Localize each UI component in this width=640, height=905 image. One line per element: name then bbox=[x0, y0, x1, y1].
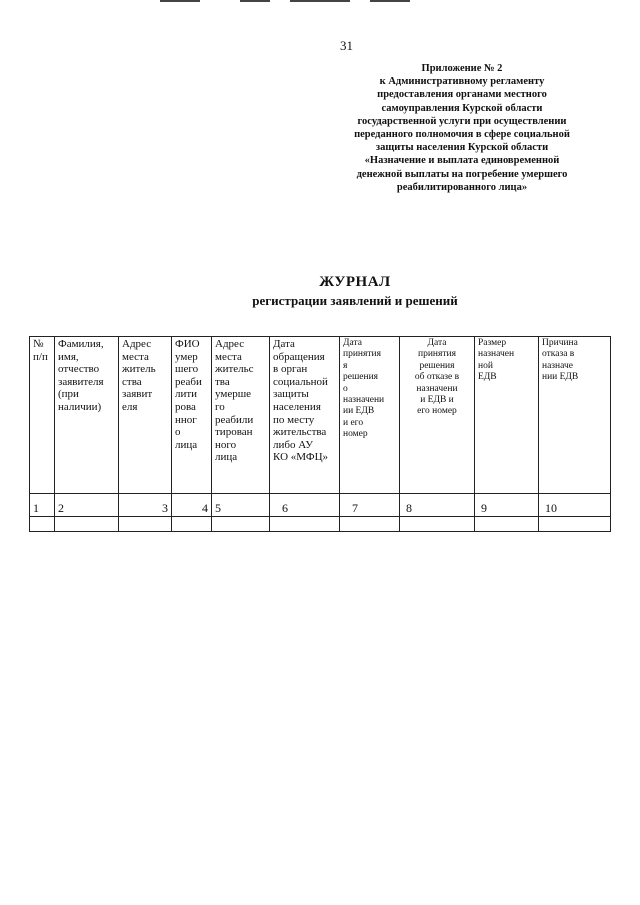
table-header-row bbox=[30, 337, 611, 494]
empty-cell bbox=[270, 517, 340, 532]
column-number-cell: 10 bbox=[539, 494, 611, 517]
journal-subtitle: регистрации заявлений и решений bbox=[252, 293, 458, 308]
scan-top-marks bbox=[140, 0, 440, 3]
empty-cell bbox=[400, 517, 475, 532]
empty-cell bbox=[340, 517, 400, 532]
empty-cell bbox=[30, 517, 55, 532]
journal-heading bbox=[0, 274, 640, 309]
column-number-cell: 6 bbox=[270, 494, 340, 517]
column-number-cell: 4 bbox=[172, 494, 212, 517]
appendix-header bbox=[320, 62, 604, 194]
column-number-cell: 7 bbox=[340, 494, 400, 517]
column-number-cell: 2 bbox=[55, 494, 119, 517]
empty-cell bbox=[172, 517, 212, 532]
appendix-line: защиты населения Курской области bbox=[375, 142, 549, 154]
journal-title: ЖУРНАЛ bbox=[319, 274, 391, 290]
header-cell-refusal-decision-date: Дата принятия решения об отказе в назначени и ЕДВ и его номер bbox=[400, 337, 475, 494]
empty-cell bbox=[475, 517, 539, 532]
appendix-line: предоставления органами местного bbox=[377, 89, 547, 101]
appendix-line: переданного полномочия в сфере социальной bbox=[354, 129, 570, 141]
column-number-cell: 1 bbox=[30, 494, 55, 517]
column-number-cell: 8 bbox=[400, 494, 475, 517]
empty-cell bbox=[55, 517, 119, 532]
header-cell-refusal-reason: Причина отказа в назначе нии ЕДВ bbox=[539, 337, 611, 494]
page-number: 31 bbox=[340, 38, 353, 53]
appendix-line: реабилитированного лица» bbox=[396, 181, 528, 193]
table-column-numbers-row bbox=[30, 494, 611, 517]
column-number-cell: 5 bbox=[212, 494, 270, 517]
empty-cell bbox=[539, 517, 611, 532]
header-cell-payment-amount: Размер назначен ной ЕДВ bbox=[475, 337, 539, 494]
header-cell-applicant-name: Фамилия, имя, отчество заявителя (при наличии) bbox=[55, 337, 119, 494]
column-number-cell: 3 bbox=[119, 494, 172, 517]
appendix-line: государственной услуги при осуществлении bbox=[357, 115, 567, 127]
header-cell-application-date: Дата обращения в орган социальной защиты населения по месту жительства либо АУ КО «МФЦ» bbox=[270, 337, 340, 494]
column-number-cell: 9 bbox=[475, 494, 539, 517]
appendix-line: к Административному регламенту bbox=[379, 76, 545, 88]
empty-cell bbox=[119, 517, 172, 532]
header-cell-deceased-name: ФИО умер шего реаби лити рова нног о лица bbox=[172, 337, 212, 494]
appendix-line: самоуправления Курской области bbox=[381, 102, 543, 114]
empty-cell bbox=[212, 517, 270, 532]
appendix-line: Приложение № 2 bbox=[421, 63, 503, 74]
table-empty-row bbox=[30, 517, 611, 532]
header-cell-number: № п/п bbox=[30, 337, 55, 494]
appendix-line: денежной выплаты на погребение умершего bbox=[356, 168, 568, 180]
header-cell-assignment-decision-date: Дата принятия я решения о назначени ии ЕДВ и его номер bbox=[340, 337, 400, 494]
registration-journal-table bbox=[29, 336, 611, 532]
header-cell-applicant-address: Адрес места житель ства заявит еля bbox=[119, 337, 172, 494]
appendix-line: «Назначение и выплата единовременной bbox=[364, 155, 560, 167]
header-cell-deceased-address: Адрес места жительс тва умерше го реабили тирован ного лица bbox=[212, 337, 270, 494]
